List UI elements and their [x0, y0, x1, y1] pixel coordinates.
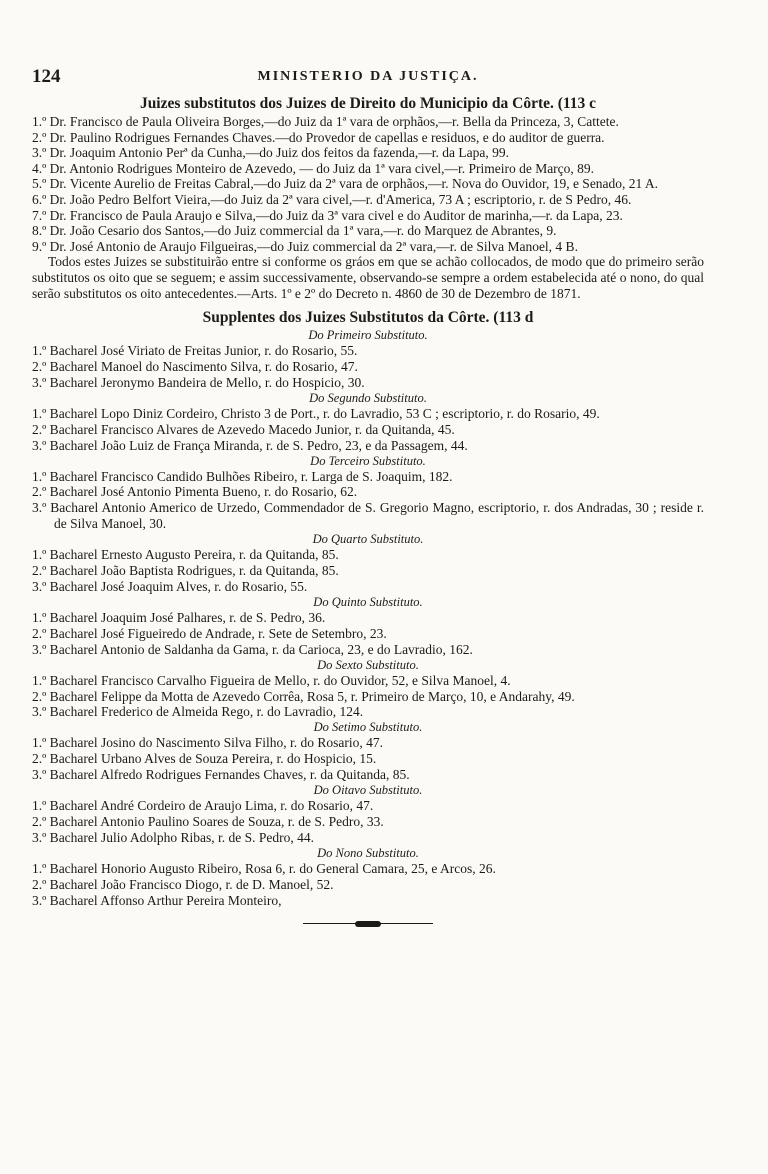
group-subtitle: Do Setimo Substituto.	[313, 720, 423, 735]
section-title-supplentes: Supplentes dos Juizes Substitutos da Côrte. (113 d	[202, 309, 534, 327]
group-subtitle: Do Quinto Substituto.	[313, 594, 423, 609]
group-nono	[32, 846, 704, 909]
list-item: 1.º Bacharel Francisco Carvalho Figueira de Mello, r. do Ouvidor, 52, e Silva Manoel, 4.	[32, 672, 511, 688]
list-item: 2.º Bacharel João Francisco Diogo, r. de D. Manoel, 52.	[32, 876, 334, 892]
substitutos-list	[32, 114, 704, 254]
group-oitavo	[32, 783, 704, 846]
group-terceiro	[32, 454, 704, 533]
list-item: 3.º Bacharel Antonio de Saldanha da Gama, r. da Carioca, 23, e do Lavradio, 162.	[32, 641, 473, 657]
list-item: 2.º Bacharel Urbano Alves de Souza Pereira, r. do Hospicio, 15.	[32, 751, 377, 767]
list-item: 2.º Bacharel João Baptista Rodrigues, r. da Quitanda, 85.	[32, 563, 339, 579]
list-item: 2.º Bacharel Felippe da Motta de Azevedo Corrêa, Rosa 5, r. Primeiro de Março, 10, e Andarahy, 49.	[32, 688, 575, 704]
group-quinto	[32, 595, 704, 658]
group-sexto	[32, 658, 704, 721]
group-primeiro	[32, 328, 704, 391]
list-item: 2.º Bacharel Antonio Paulino Soares de Souza, r. de S. Pedro, 33.	[32, 813, 384, 829]
section-title-juizes-substitutos: Juizes substitutos dos Juizes de Direito do Municipio da Côrte. (113 c	[139, 95, 597, 112]
group-subtitle: Do Nono Substituto.	[317, 845, 419, 860]
list-item: 1.º Bacharel Honorio Augusto Ribeiro, Rosa 6, r. do General Camara, 25, e Arcos, 26.	[32, 860, 496, 876]
substitution-note: Todos estes Juizes se substituirão entre si conforme os gráos em que se achão collocados, de modo que do primeiro serão substitutos os oito que se seguem; e assim successivamente, observando-se sempre a ordem estabelecida até o nono, do qual serão substitutos os oito antecedentes.—Arts. 1º e 2º do Decreto n. 4860 de 30 de Dezembro de 1871.	[32, 254, 704, 301]
list-item: 7.º Dr. Francisco de Paula Araujo e Silva,—do Juiz da 3ª vara civel e do Auditor de marinha,—r. da Lapa, 23.	[32, 207, 623, 223]
list-item: 1.º Bacharel Francisco Candido Bulhões Ribeiro, r. Larga de S. Joaquim, 182.	[32, 468, 453, 484]
list-item: 1.º Bacharel André Cordeiro de Araujo Lima, r. do Rosario, 47.	[32, 798, 374, 814]
list-item: 2.º Bacharel José Figueiredo de Andrade, r. Sete de Setembro, 23.	[32, 625, 387, 641]
list-item: 3.º Bacharel Antonio Americo de Urzedo, Commendador de S. Gregorio Magno, escriptorio, r. dos Andradas, 30 ; reside r. de Silva Manoel, 30.	[32, 500, 704, 532]
group-subtitle: Do Terceiro Substituto.	[310, 453, 426, 468]
group-subtitle: Do Primeiro Substituto.	[308, 328, 428, 343]
list-item: 5.º Dr. Vicente Aurelio de Freitas Cabral,—do Juiz da 2ª vara de orphãos,—r. Nova do Ouvidor, 19, e Senado, 21 A.	[32, 176, 659, 192]
list-item: 2.º Bacharel José Antonio Pimenta Bueno, r. do Rosario, 62.	[32, 484, 358, 500]
list-item: 3.º Bacharel Jeronymo Bandeira de Mello, r. do Hospicio, 30.	[32, 374, 365, 390]
list-item: 1.º Bacharel Josino do Nascimento Silva Filho, r. do Rosario, 47.	[32, 735, 384, 751]
list-item: 2.º Dr. Paulino Rodrigues Fernandes Chaves.—do Provedor de capellas e residuos, e do auditor de guerra.	[32, 129, 605, 145]
page-header	[32, 66, 704, 90]
group-subtitle: Do Segundo Substituto.	[309, 390, 427, 405]
list-item: 1.º Bacharel Lopo Diniz Cordeiro, Christo 3 de Port., r. do Lavradio, 53 C ; escriptorio, r. do Rosario, 49.	[32, 405, 600, 421]
list-item: 8.º Dr. João Cesario dos Santos,—do Juiz commercial da 1ª vara,—r. do Marquez de Abrantes, 9.	[32, 223, 557, 239]
group-subtitle: Do Oitavo Substituto.	[313, 783, 423, 798]
list-item: 1.º Bacharel Joaquim José Palhares, r. de S. Pedro, 36.	[32, 609, 326, 625]
page-number: 124	[32, 66, 61, 87]
list-item: 9.º Dr. José Antonio de Araujo Filgueiras,—do Juiz commercial da 2ª vara,—r. de Silva Manoel, 4 B.	[32, 238, 578, 254]
list-item: 3.º Dr. Joaquim Antonio Perª da Cunha,—do Juiz dos feitos da fazenda,—r. da Lapa, 99.	[32, 145, 509, 161]
list-item: 2.º Bacharel Manoel do Nascimento Silva, r. do Rosario, 47.	[32, 359, 358, 375]
group-setimo	[32, 720, 704, 783]
list-item: 6.º Dr. João Pedro Belfort Vieira,—do Juiz da 2ª vara civel,—r. d'America, 73 A ; escriptorio, r. de S Pedro, 46.	[32, 191, 632, 207]
running-title: MINISTERIO DA JUSTIÇA.	[257, 69, 479, 84]
list-item: 4.º Dr. Antonio Rodrigues Monteiro de Azevedo, — do Juiz da 1ª vara civel,—r. Primeiro de Março, 89.	[32, 160, 595, 176]
list-item: 1.º Dr. Francisco de Paula Oliveira Borges,—do Juiz da 1ª vara de orphãos,—r. Bella da Princeza, 3, Cattete.	[32, 114, 619, 129]
group-segundo	[32, 391, 704, 454]
list-item: 3.º Bacharel José Joaquim Alves, r. do Rosario, 55.	[32, 579, 308, 594]
list-item: 3.º Bacharel Frederico de Almeida Rego, r. do Lavradio, 124.	[32, 704, 364, 720]
list-item: 3.º Bacharel Julio Adolpho Ribas, r. de S. Pedro, 44.	[32, 829, 315, 845]
group-subtitle: Do Sexto Substituto.	[317, 657, 419, 672]
list-item: 3.º Bacharel Alfredo Rodrigues Fernandes Chaves, r. da Quitanda, 85.	[32, 767, 410, 783]
list-item: 3.º Bacharel Affonso Arthur Pereira Monteiro,	[32, 892, 282, 908]
list-item: 1.º Bacharel José Viriato de Freitas Junior, r. do Rosario, 55.	[32, 343, 358, 359]
list-item: 1.º Bacharel Ernesto Augusto Pereira, r. da Quitanda, 85.	[32, 547, 339, 563]
list-item: 3.º Bacharel João Luiz de França Miranda, r. de S. Pedro, 23, e da Passagem, 44.	[32, 437, 468, 453]
group-subtitle: Do Quarto Substituto.	[312, 532, 424, 547]
group-quarto	[32, 532, 704, 595]
list-item: 2.º Bacharel Francisco Alvares de Azevedo Macedo Junior, r. da Quitanda, 45.	[32, 421, 455, 437]
document-page	[32, 66, 704, 927]
decorative-end-rule	[303, 921, 433, 927]
